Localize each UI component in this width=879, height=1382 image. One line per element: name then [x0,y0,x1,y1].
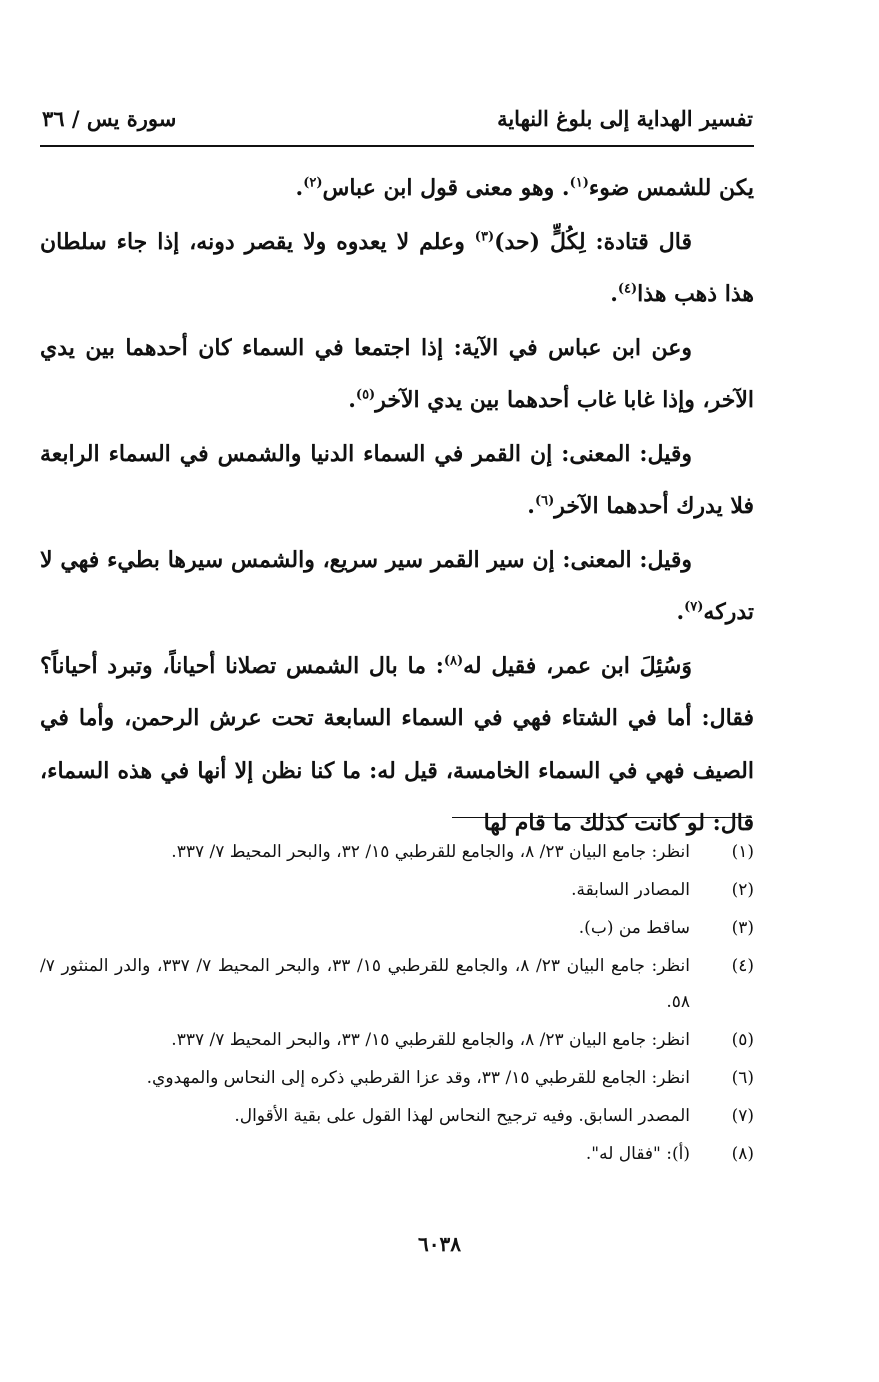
paragraph-text: . [527,493,535,519]
book-title: تفسير الهداية إلى بلوغ النهاية [497,105,753,131]
page-number: ٦٠٣٨ [418,1232,461,1256]
footnote-number: (٣) [731,918,754,938]
paragraph-text: : ما بال الشمس تصلانا أحياناً، وتبرد أحياناً؟ فقال: أما في الشتاء فهي في السماء السابعة تحت عرش الرحمن، وأما في الصيف فهي في السماء الخامسة، قيل له: ما كنا نظن إلا أنها في هذه السماء، قال: لو كانت كذلك ما قام لها [40,652,754,836]
footnote-number: (٤) [731,956,754,976]
footnote-item [40,834,754,870]
footnote-marker: (١) [569,175,589,191]
footnote-item [40,1098,754,1134]
footnote-marker: (٥) [355,387,376,403]
footnote-marker: (٨) [443,653,464,669]
footnote-text: انظر: جامع البيان ٢٣/ ٨، والجامع للقرطبي ١٥/ ٣٢، والبحر المحيط ٧/ ٣٣٧. [171,842,690,862]
paragraph-text: وقيل: المعنى: إن سير القمر سير سريع، والشمس سيرها بطيء فهي لا تدركه [40,546,754,625]
paragraph-text: وعن ابن عباس في الآية: إذا اجتمعا في السماء كان أحدهما بين يدي الآخر، وإذا غابا غاب أحدهما بين يدي الآخر [40,334,754,413]
paragraph [40,322,754,427]
main-text [40,162,754,851]
paragraph [40,216,754,321]
footnote-item [40,1136,754,1172]
footnote-marker: (٤) [617,281,638,297]
footnote-text: (أ): "فقال له". [585,1144,690,1164]
paragraph [40,640,754,850]
paragraph-text: . [295,175,304,201]
paragraph [40,534,754,639]
footnotes [40,834,754,1174]
surah-reference: سورة يس / ٣٦ [42,105,177,131]
footnote-marker: (٣) [474,229,495,245]
footnote-number: (٨) [731,1144,754,1164]
footnote-number: (١) [731,842,754,862]
footnote-text: انظر: جامع البيان ٢٣/ ٨، والجامع للقرطبي ١٥/ ٣٣، والبحر المحيط ٧/ ٣٣٧. [171,1030,690,1050]
paragraph [40,428,754,533]
footnote-number: (٢) [731,880,754,900]
footnote-marker: (٧) [684,599,704,615]
footnote-marker: (٢) [303,175,323,191]
footnote-item [40,872,754,908]
footnote-number: (٧) [731,1106,754,1126]
paragraph-text: قال قتادة: لِكُلٍّ (حد) [494,228,692,255]
footnote-text: المصادر السابقة. [571,880,690,900]
header-rule [40,145,754,147]
footnote-item [40,1060,754,1096]
footnote-marker: (٦) [534,493,555,509]
footnote-number: (٦) [731,1068,754,1088]
footnote-item [40,910,754,946]
footnote-text: ساقط من (ب). [578,918,690,938]
paragraph-text: وعلم لا يعدوه ولا يقصر دونه، إذا جاء سلطان هذا ذهب هذا [40,228,754,307]
footnote-item [40,948,754,1020]
paragraph-text: وقيل: المعنى: إن القمر في السماء الدنيا والشمس في السماء الرابعة فلا يدرك أحدهما الآخر [40,440,754,519]
footnote-number: (٥) [731,1030,754,1050]
paragraph-text: . [676,599,685,625]
running-header [42,98,753,138]
footnote-text: انظر: جامع البيان ٢٣/ ٨، والجامع للقرطبي ١٥/ ٣٣، والبحر المحيط ٧/ ٣٣٧، والدر المنثور ٧/ ٥٨. [40,956,690,1012]
paragraph-text: يكن للشمس ضوء [588,175,754,201]
footnote-text: انظر: الجامع للقرطبي ١٥/ ٣٣، وقد عزا القرطبي ذكره إلى النحاس والمهدوي. [146,1068,690,1088]
footnote-rule [452,817,752,818]
paragraph-text: . [610,281,618,307]
footnote-item [40,1022,754,1058]
paragraph [40,162,754,215]
paragraph-text: وَسُئِلَ ابن عمر، فقيل له [463,652,692,679]
footnote-text: المصدر السابق. وفيه ترجيح النحاس لهذا القول على بقية الأقوال. [234,1106,690,1126]
paragraph-text: . وهو معنى قول ابن عباس [322,175,570,201]
paragraph-text: . [348,387,356,413]
